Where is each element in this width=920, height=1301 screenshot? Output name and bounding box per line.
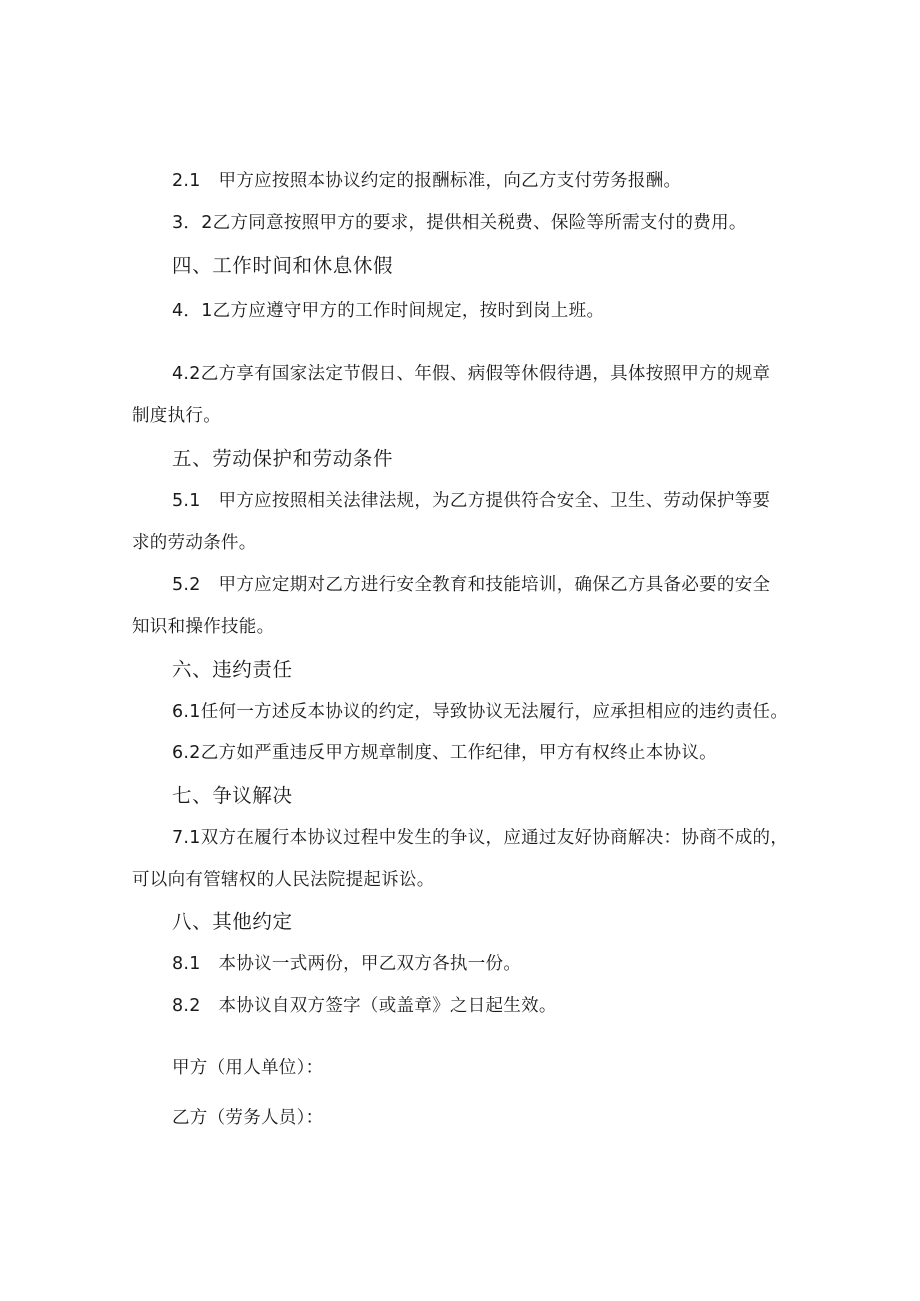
clause-5-1-line1: 5.1 甲方应按照相关法律法规，为乙方提供符合安全、卫生、劳动保护等要 <box>172 491 771 511</box>
clause-4-2-line1: 4.2乙方享有国家法定节假日、年假、病假等休假待遇，具体按照甲方的规章 <box>172 364 771 384</box>
clause-6-2: 6.2乙方如严重违反甲方规章制度、工作纪律，甲方有权终止本协议。 <box>172 743 717 763</box>
party-a-signature-label: 甲方（用人单位）： <box>172 1058 324 1078</box>
clause-4-1: 4．1乙方应遵守甲方的工作时间规定，按时到岗上班。 <box>172 301 605 321</box>
clause-7-1-line1: 7.1双方在履行本协议过程中发生的争议，应通过友好协商解决：协商不成的， <box>172 828 789 848</box>
clause-2-1: 2.1 甲方应按照本协议约定的报酬标准，向乙方支付劳务报酬。 <box>172 171 682 191</box>
section-5-title: 五、劳动保护和劳动条件 <box>172 447 394 470</box>
section-8-title: 八、其他约定 <box>172 910 293 933</box>
section-7-title: 七、争议解决 <box>172 784 293 807</box>
clause-6-1: 6.1任何一方述反本协议的约定，导致协议无法履行，应承担相应的违约责任。 <box>172 702 789 722</box>
section-4-title: 四、工作时间和休息休假 <box>172 254 394 277</box>
clause-5-2-line1: 5.2 甲方应定期对乙方进行安全教育和技能培训，确保乙方具备必要的安全 <box>172 575 771 595</box>
clause-5-2-line2: 知识和操作技能。 <box>132 617 275 637</box>
clause-8-2: 8.2 本协议自双方签字（或盖章》之日起生效。 <box>172 996 557 1016</box>
clause-7-1-line2: 可以向有管辖权的人民法院提起诉讼。 <box>132 870 435 890</box>
party-b-signature-label: 乙方（劳务人员）： <box>172 1108 324 1128</box>
clause-4-2-line2: 制度执行。 <box>132 406 221 426</box>
clause-8-1: 8.1 本协议一式两份，甲乙双方各执一份。 <box>172 954 522 974</box>
section-6-title: 六、违约责任 <box>172 658 293 681</box>
clause-5-1-line2: 求的劳动条件。 <box>132 533 257 553</box>
clause-3-2: 3．2乙方同意按照甲方的要求，提供相关税费、保险等所需支付的费用。 <box>172 213 747 233</box>
